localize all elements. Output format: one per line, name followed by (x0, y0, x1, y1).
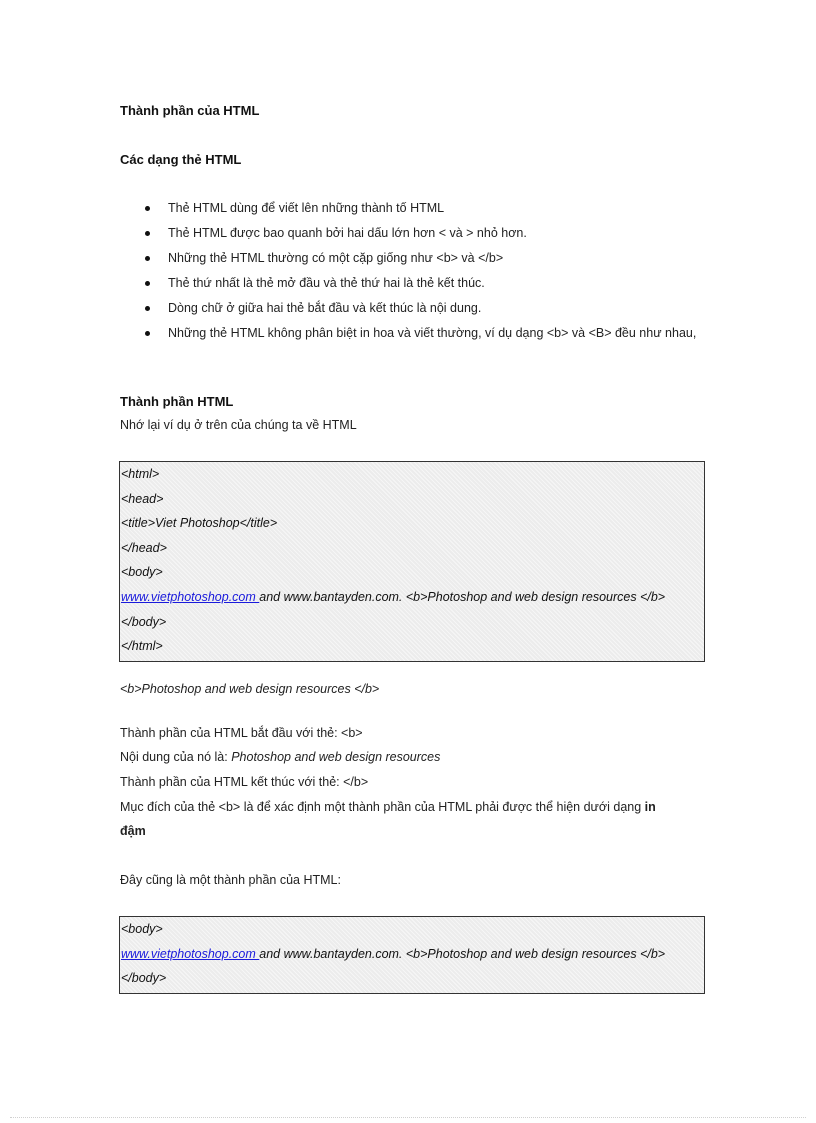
bullet-icon (145, 281, 150, 286)
content-text: Nội dung của nó là: Photoshop and web design resources (120, 750, 441, 764)
code-line: <title>Viet Photoshop</title> (121, 516, 278, 531)
page-divider (10, 1117, 806, 1118)
code-line: </body> (121, 614, 167, 629)
intro-text: Nhớ lại ví dụ ở trên của chúng ta về HTML (120, 418, 357, 432)
code-line: <html> (121, 467, 160, 481)
list-item: Những thẻ HTML thường có một cặp giống như <b> và </b> (120, 246, 710, 271)
code-line: </head> (121, 540, 167, 555)
purpose-text: Mục đích của thẻ <b> là để xác định một thành phần của HTML phải được thể hiện dưới dạng in (120, 800, 656, 814)
example-element: <b>Photoshop and web design resources </b> (120, 682, 380, 696)
code-line: <body> (121, 922, 163, 936)
list-item: Dòng chữ ở giữa hai thẻ bắt đầu và kết thúc là nội dung. (120, 296, 710, 321)
bullet-icon (145, 206, 150, 211)
list-item: Những thẻ HTML không phân biệt in hoa và viết thường, ví dụ dạng <b> và <B> đều như nhau, (120, 321, 710, 346)
end-tag-text: Thành phần của HTML kết thúc với thẻ: </b> (120, 775, 369, 789)
list-item: Thẻ HTML được bao quanh bởi hai dấu lớn hơn < và > nhỏ hơn. (120, 221, 710, 246)
list-item: Thẻ HTML dùng để viết lên những thành tố HTML (120, 196, 710, 221)
bullet-icon (145, 256, 150, 261)
bullet-icon (145, 231, 150, 236)
vietphotoshop-link[interactable]: www.vietphotoshop.com (121, 946, 260, 961)
code-example-body (119, 916, 705, 994)
code-line: <head> (121, 491, 164, 506)
code-line: www.vietphotoshop.com and www.bantayden.com. <b>Photoshop and web design resources </b> (121, 589, 666, 604)
code-line: www.vietphotoshop.com and www.bantayden.com. <b>Photoshop and web design resources </b> (121, 946, 666, 961)
code-example-full (119, 461, 705, 662)
code-line: </body> (121, 971, 167, 986)
bullet-icon (145, 306, 150, 311)
section-heading-html-elements: Thành phần của HTML (120, 103, 260, 118)
section-heading-html-element: Thành phần HTML (120, 394, 234, 409)
another-element-text: Đây cũng là một thành phần của HTML: (120, 873, 341, 887)
vietphotoshop-link[interactable]: www.vietphotoshop.com (121, 589, 260, 604)
list-item: Thẻ thứ nhất là thẻ mở đầu và thẻ thứ hai là thẻ kết thúc. (120, 271, 710, 296)
section-heading-tag-types: Các dạng thẻ HTML (120, 152, 242, 167)
code-line: </html> (121, 639, 163, 654)
code-line: <body> (121, 565, 163, 580)
purpose-text-continued: đậm (120, 824, 146, 838)
bullet-icon (145, 331, 150, 336)
start-tag-text: Thành phần của HTML bắt đầu với thẻ: <b> (120, 726, 363, 740)
tag-facts-list (120, 196, 710, 346)
